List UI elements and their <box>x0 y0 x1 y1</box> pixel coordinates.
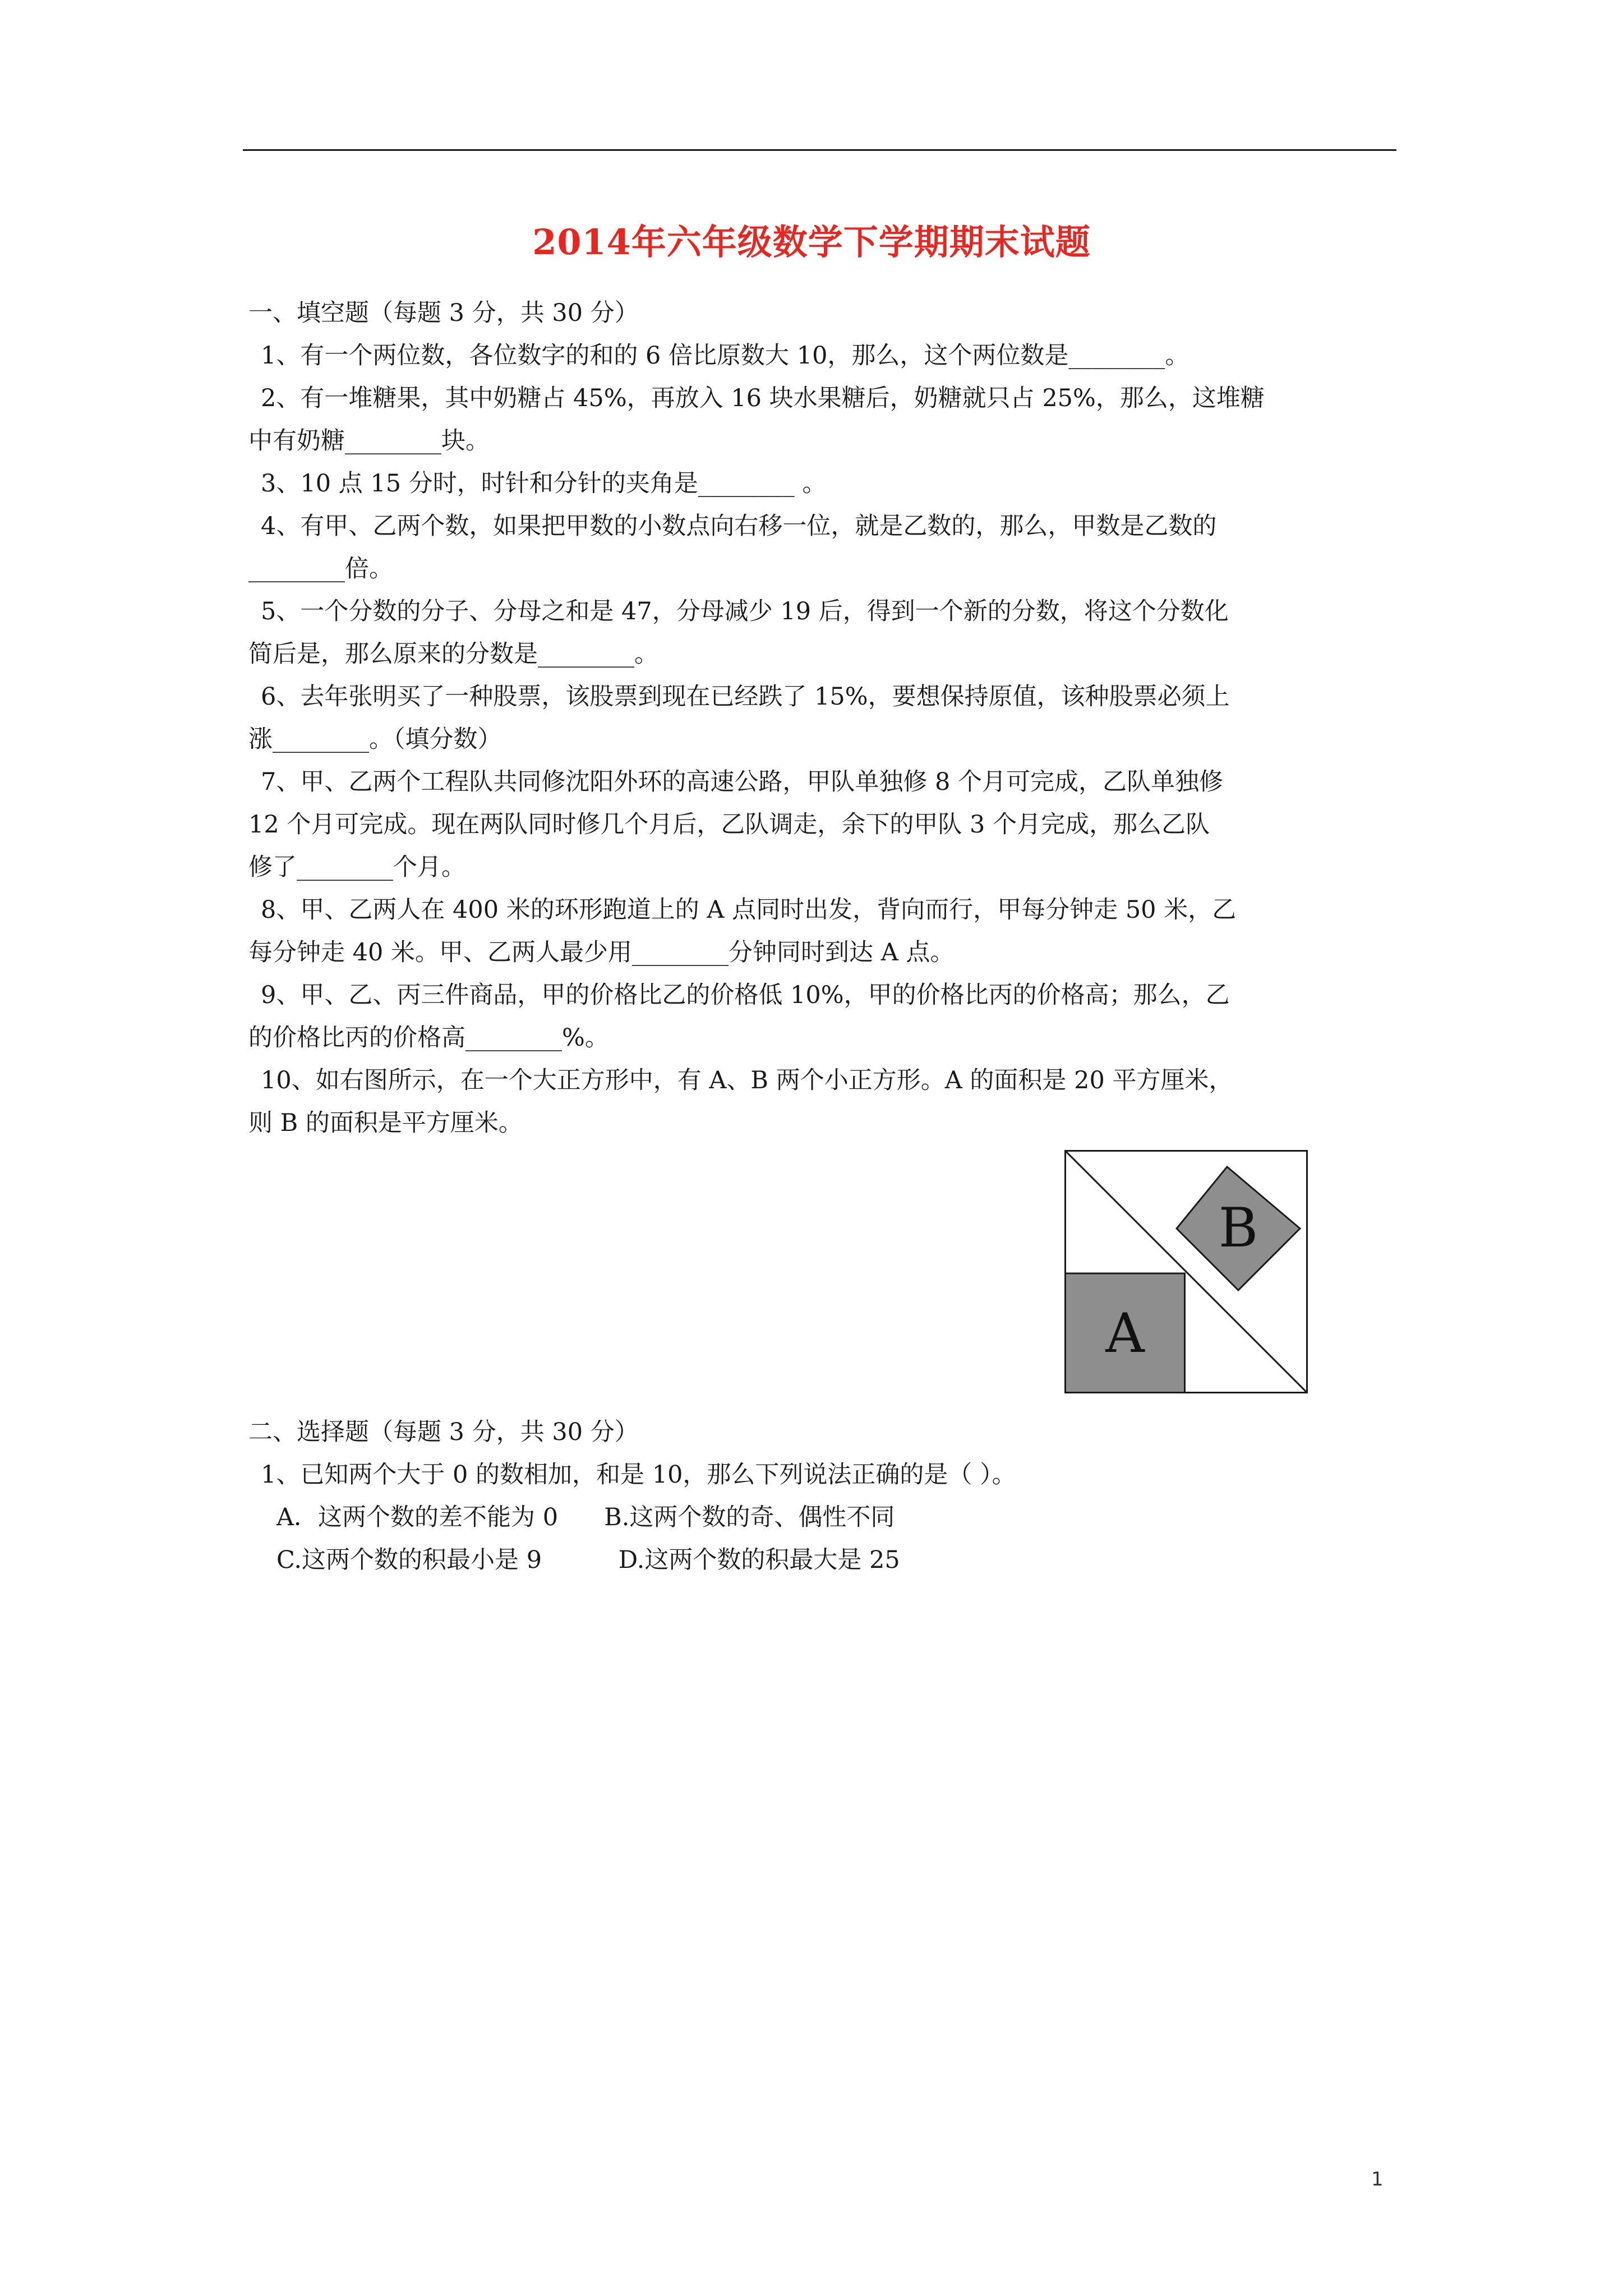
question-2: 2、有一堆糖果，其中奶糖占 45%，再放入 16 块水果糖后，奶糖就只占 25%，那么，这堆糖 中有奶糖________块。 <box>248 384 1265 455</box>
label-b: B <box>1218 1197 1258 1259</box>
page-title: 2014年六年级数学下学期期末试题 <box>532 222 1091 263</box>
choice-options-cd: C.这两个数的积最小是 9 D.这两个数的积最大是 25 <box>276 1546 900 1574</box>
squares-figure <box>1064 1150 1308 1393</box>
question-4: 4、有甲、乙两个数，如果把甲数的小数点向右移一位，就是乙数的，那么，甲数是乙数的 ________倍。 <box>248 512 1217 583</box>
page-number: 1 <box>1371 2168 1384 2191</box>
label-a: A <box>1105 1302 1145 1365</box>
question-9: 9、甲、乙、丙三件商品，甲的价格比乙的价格低 10%，甲的价格比丙的价格高；那么，乙 的价格比丙的价格高________%。 <box>248 981 1230 1052</box>
section-heading-choice: 二、选择题（每题 3 分，共 30 分） <box>248 1418 639 1446</box>
question-6: 6、去年张明买了一种股票，该股票到现在已经跌了 15%，要想保持原值，该种股票必须上 涨________。（填分数） <box>248 683 1230 753</box>
choice-options-ab: A．这两个数的差不能为 0 B.这两个数的奇、偶性不同 <box>276 1503 895 1531</box>
choice-question-1: 1、已知两个大于 0 的数相加，和是 10，那么下列说法正确的是（ ）。 <box>261 1461 1016 1489</box>
question-7: 7、甲、乙两个工程队共同修沈阳外环的高速公路，甲队单独修 8 个月可完成，乙队单独修 12 个月可完成。现在两队同时修几个月后，乙队调走，余下的甲队 3 个月完成，那么乙队 修了________个月。 <box>248 768 1224 881</box>
question-10: 10、如右图所示，在一个大正方形中，有 A、B 两个小正方形。A 的面积是 20 平方厘米， 则 B 的面积是平方厘米。 <box>248 1066 1233 1137</box>
question-8: 8、甲、乙两人在 400 米的环形跑道上的 A 点同时出发，背向而行，甲每分钟走 50 米，乙 每分钟走 40 米。甲、乙两人最少用________分钟同时到达 A 点。 <box>248 896 1237 967</box>
question-5: 5、一个分数的分子、分母之和是 47，分母减少 19 后，得到一个新的分数，将这个分数化 简后是，那么原来的分数是________。 <box>248 597 1229 668</box>
question-1: 1、有一个两位数，各位数字的和的 6 倍比原数大 10，那么，这个两位数是________。 <box>261 342 1189 370</box>
section-heading-fill-in: 一、填空题（每题 3 分，共 30 分） <box>248 299 639 327</box>
header-rule <box>243 149 1396 151</box>
question-3: 3、10 点 15 分时，时针和分针的夹角是________ 。 <box>261 470 827 498</box>
